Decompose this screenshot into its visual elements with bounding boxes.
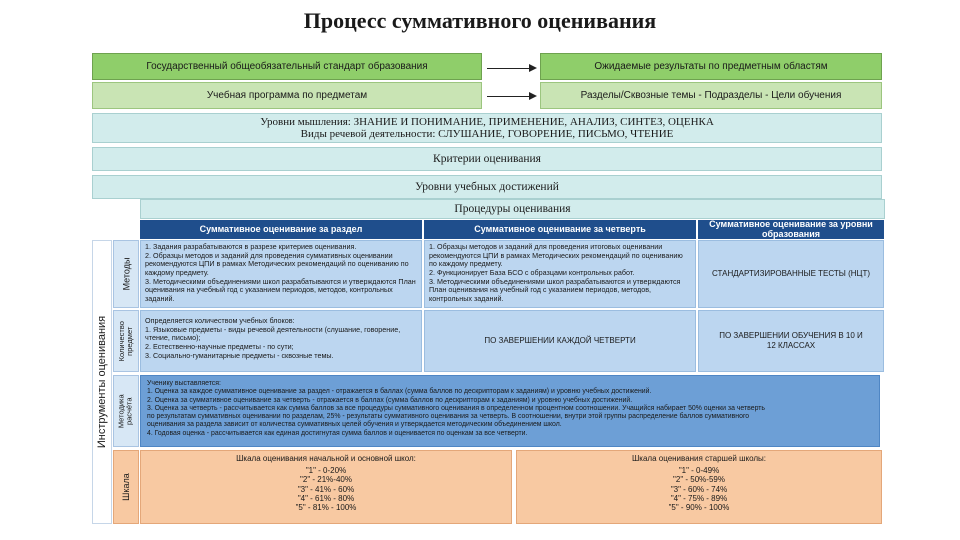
methods-level-cell: СТАНДАРТИЗИРОВАННЫЕ ТЕСТЫ (НЦТ) [698,240,884,308]
procedures-box: Процедуры оценивания [140,199,885,219]
page-title: Процесс суммативного оценивания [303,8,657,33]
scale-senior-title: Шкала оценивания старшей школы: [631,454,767,463]
count-level-cell: ПО ЗАВЕРШЕНИИ ОБУЧЕНИЯ В 10 И 12 КЛАССАХ [698,310,884,372]
methods-section-cell: 1. Задания разрабатываются в разрезе критериев оценивания. 2. Образцы методов и заданий для проведения суммативных оценивании рекомендуются ЦПИ в рамках Методических рекомендаций по оцениванию по каждому предмету. 3. Методическими объединениями школ разрабатываются и утверждаются План оценивания на учебный год с указанием периодов, методов, контрольных заданий. [140,240,422,308]
column-header-quarter: Суммативное оценивание за четверть [424,220,696,239]
row-label-grading: Методика расчёта [113,375,139,447]
column-header-section: Суммативное оценивание за раздел [140,220,422,239]
arrow-right-icon [487,96,535,97]
arrow-right-icon [487,68,535,69]
thinking-levels-text: Уровни мышления: ЗНАНИЕ И ПОНИМАНИЕ, ПРИМЕНЕНИЕ, АНАЛИЗ, СИНТЕЗ, ОЦЕНКА [260,115,714,128]
scale-primary-title: Шкала оценивания начальной и основной школ: [236,454,416,463]
column-header-level: Суммативное оценивание за уровни образования [698,220,884,239]
achievement-levels-box: Уровни учебных достижений [92,175,882,199]
scale-primary-cell: Шкала оценивания начальной и основной школ: "1" - 0-20% "2" - 21%-40% "3" - 41% - 60% "4" - 61% - 80% "5" - 81% - 100% [140,450,512,524]
scale-senior-cell: Шкала оценивания старшей школы: "1" - 0-49% "2" - 50%-59% "3" - 60% - 74% "4" - 75% - 89% "5" - 90% - 100% [516,450,882,524]
instruments-label-box [92,240,112,524]
count-section-cell: Определяется количеством учебных блоков: 1. Языковые предметы - виды речевой деятельности (слушание, говорение, чтение, письмо); 2. Естественно-научные предметы - по сути; 3. Социально-гуманитарные предметы - сквозные темы. [140,310,422,372]
thinking-levels-box [92,113,882,143]
standard-box: Государственный общеобязательный стандарт образования [92,53,482,80]
curriculum-box: Учебная программа по предметам [92,82,482,109]
speech-activities-text: Виды речевой деятельности: СЛУШАНИЕ, ГОВОРЕНИЕ, ПИСЬМО, ЧТЕНИЕ [300,128,674,140]
instruments-label: Инструменты оценивания [96,315,109,449]
grading-cell: Ученику выставляется: 1. Оценка за каждое суммативное оценивание за раздел - отражается в баллах (сумма баллов по дескрипторам к заданиям) и уровню учебных достижений. 2. Оценка за суммативное оценивание за четверть - отражается в баллах (сумма баллов по дескрипторам к заданиям) и уровню учебных достижений. 3. Оценка за четверть - рассчитывается как сумма баллов за все процедуры суммативного оценивания в определенном процентном соотношении. Учащийся набирает 50% оценки за четверть по результатам суммативных оценивании по разделам, 25% - результаты суммативного оценивания за четверть. В соотношении, внутри этой группы распределение баллов суммативного оценивания за раздела зависит от количества суммативных целей обучения и утверждается методическим объединением школ. 4. Годовая оценка - рассчитывается как единая достигнутая сумма баллов и оценивается по оценкам за все четверти. [140,375,880,447]
expected-results-box: Ожидаемые результаты по предметным областям [540,53,882,80]
row-label-count: Количество предмет [113,310,139,372]
row-label-methods: Методы [113,240,139,308]
count-quarter-cell: ПО ЗАВЕРШЕНИИ КАЖДОЙ ЧЕТВЕРТИ [424,310,696,372]
row-label-scale: Шкала [113,450,139,524]
methods-quarter-cell: 1. Образцы методов и заданий для проведения итоговых оценивании рекомендуются ЦПИ в рамках Методических рекомендаций по оцениванию по каждому предмету. 2. Функционирует База БСО с образцами контрольных работ. 3. Методическими объединениями школ разрабатываются и утверждаются План оценивания на учебный год с указанием периодов, методов, контрольных заданий. [424,240,696,308]
criteria-box: Критерии оценивания [92,147,882,171]
sections-box: Разделы/Сквозные темы - Подразделы - Цели обучения [540,82,882,109]
